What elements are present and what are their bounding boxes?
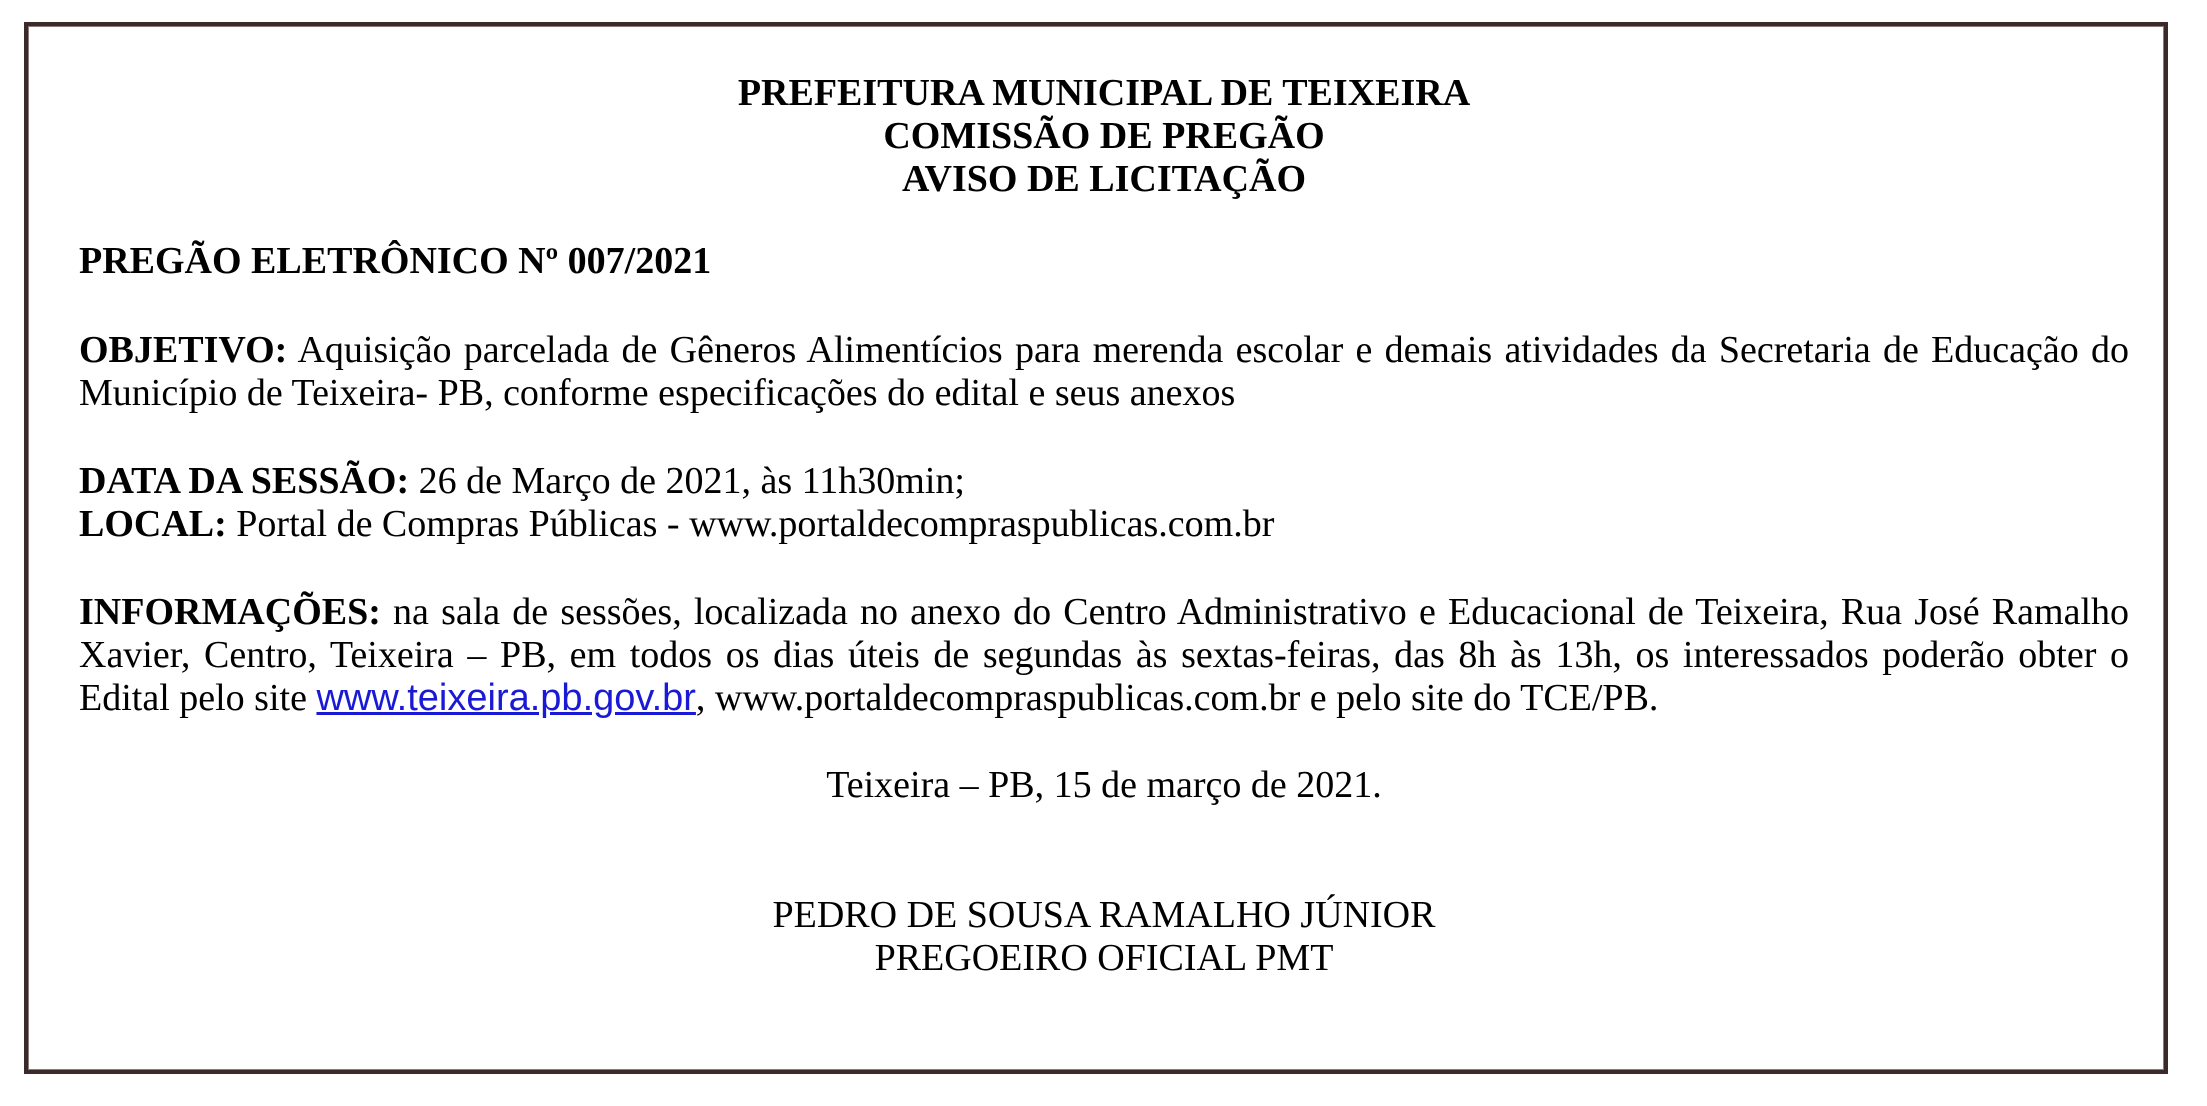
informacoes-label: INFORMAÇÕES:: [79, 591, 381, 633]
signature-block: [79, 894, 2129, 980]
data-sessao-text: 26 de Março de 2021, às 11h30min;: [418, 460, 965, 502]
header-municipality: PREFEITURA MUNICIPAL DE TEIXEIRA: [737, 72, 1471, 114]
informacoes-paragraph: [79, 591, 2129, 720]
notice-header: [79, 72, 2129, 201]
objetivo-paragraph: [79, 329, 2129, 415]
informacoes-text: na sala de sessões, localizada no anexo do Centro Administrativo e Educacional de Teixeira, Rua José Ramalho Xavier, Centro, Teixeira – PB, em todos os dias úteis de segundas às sextas-feiras, das 8h às 13h, os interessados poderão obter o Edital pelo site: [79, 591, 2129, 719]
local-label: LOCAL:: [79, 503, 227, 545]
signer-title: PREGOEIRO OFICIAL PMT: [874, 937, 1334, 979]
dateline: Teixeira – PB, 15 de março de 2021.: [826, 764, 1382, 806]
header-notice-type: AVISO DE LICITAÇÃO: [901, 158, 1307, 200]
informacoes-text-after: , www.portaldecompraspublicas.com.br e pelo site do TCE/PB.: [695, 677, 1659, 719]
local-line: [79, 503, 2129, 546]
objetivo-label: OBJETIVO:: [79, 329, 288, 371]
notice-content: [79, 72, 2129, 980]
pregao-number: PREGÃO ELETRÔNICO Nº 007/2021: [79, 240, 712, 282]
header-commission: COMISSÃO DE PREGÃO: [883, 115, 1325, 157]
data-sessao-line: [79, 460, 2129, 503]
local-text: Portal de Compras Públicas - www.portaldecompraspublicas.com.br: [236, 503, 1275, 545]
data-sessao-label: DATA DA SESSÃO:: [79, 460, 410, 502]
teixeira-site-link[interactable]: www.teixeira.pb.gov.br: [316, 677, 696, 719]
objetivo-text: Aquisição parcelada de Gêneros Alimentícios para merenda escolar e demais atividades da Secretaria de Educação do Município de Teixeira- PB, conforme especificações do edital e seus anexos: [79, 329, 2129, 414]
signer-name: PEDRO DE SOUSA RAMALHO JÚNIOR: [772, 894, 1436, 936]
